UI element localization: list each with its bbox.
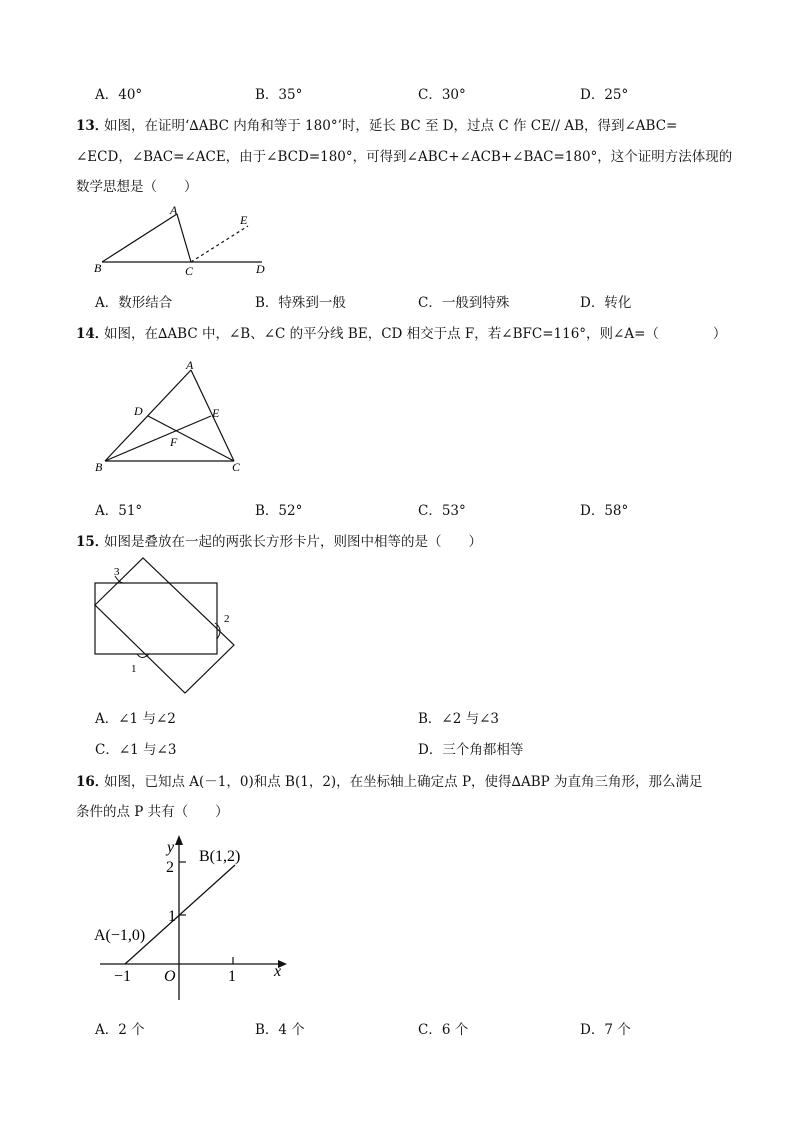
q14-option-d: D．58° [580,503,629,519]
q16-label-y: y [167,839,175,856]
q16-line2: 条件的点 P 共有（ ） [76,804,229,820]
q14-option-c: C．53° [418,503,466,519]
q13-label-e: E [240,213,248,227]
q15-text: 如图是叠放在一起的两张长方形卡片，则图中相等的是（ ） [104,534,482,550]
q14-label-f: F [170,435,178,449]
q16-option-d: D．7 个 [580,1022,631,1038]
q13-line3: 数学思想是（ ） [76,179,198,195]
q12-option-a: A．40° [95,87,143,103]
q16-label-b: B(1,2) [199,848,241,865]
q16-label-y2: 2 [166,859,174,876]
q14-label-b: B [95,460,103,474]
q13-label-b: B [94,261,102,275]
q16-option-b: B．4 个 [255,1022,305,1038]
q14-option-b: B．52° [255,503,303,519]
q14-option-a: A．51° [95,503,143,519]
q12-option-c: C．30° [418,87,466,103]
q13-label-c: C [185,264,194,278]
q14-text: 如图，在∆ABC 中，∠B、∠C 的平分线 BE，CD 相交于点 F，若∠BFC=116°，则∠A=（ ） [104,326,727,342]
q15-option-a: A．∠1 与∠2 [95,711,176,727]
q13-line2: ∠ECD，∠BAC=∠ACE，由于∠BCD=180°，可得到∠ABC+∠ACB+∠BAC=180°，这个证明方法体现的 [76,149,733,165]
q13-option-a: A．数形结合 [95,295,173,311]
q14-figure [90,355,250,475]
q16-figure [90,832,300,1007]
q13-option-b: B．特殊到一般 [255,295,346,311]
q14-label-a: A [186,358,194,372]
q14-label-d: D [134,404,143,418]
q13-number: 13． [76,118,109,134]
q12-option-d: D．25° [580,87,629,103]
q16-label-x: x [274,963,282,980]
q16-label-x-neg1: −1 [114,968,132,985]
q16-label-origin: O [164,968,176,985]
q16-option-a: A．2 个 [95,1022,145,1038]
q14-label-e: E [212,406,220,420]
q15-label-1: 1 [131,663,137,675]
q15-option-c: C．∠1 与∠3 [95,742,177,758]
q13-option-d: D．转化 [580,295,632,311]
q15-number: 15． [76,534,109,550]
q16-label-a: A(−1,0) [94,927,146,944]
q13-figure [90,200,280,280]
q14-number: 14． [76,326,109,342]
q14-label-c: C [232,460,241,474]
q15-option-d: D．三个角都相等 [418,742,524,758]
q13-line1: 如图，在证明‘∆ABC 内角和等于 180°’时，延长 BC 至 D，过点 C 作 CE// AB，得到∠ABC= [104,118,678,134]
q15-label-3: 3 [114,566,120,578]
q13-option-c: C．一般到特殊 [418,295,510,311]
q13-label-d: D [256,262,265,276]
q13-label-a: A [170,203,178,217]
q16-number: 16． [76,774,109,790]
q15-option-b: B．∠2 与∠3 [418,711,500,727]
q16-line1: 如图，已知点 A(－1，0)和点 B(1，2)，在坐标轴上确定点 P，使得∆ABP 为直角三角形，那么满足 [104,774,703,790]
q16-option-c: C．6 个 [418,1022,469,1038]
q16-label-y1: 1 [168,908,176,925]
q12-option-b: B．35° [255,87,303,103]
q15-label-2: 2 [224,613,230,625]
q15-figure [85,555,245,700]
q16-label-x1: 1 [228,968,236,985]
